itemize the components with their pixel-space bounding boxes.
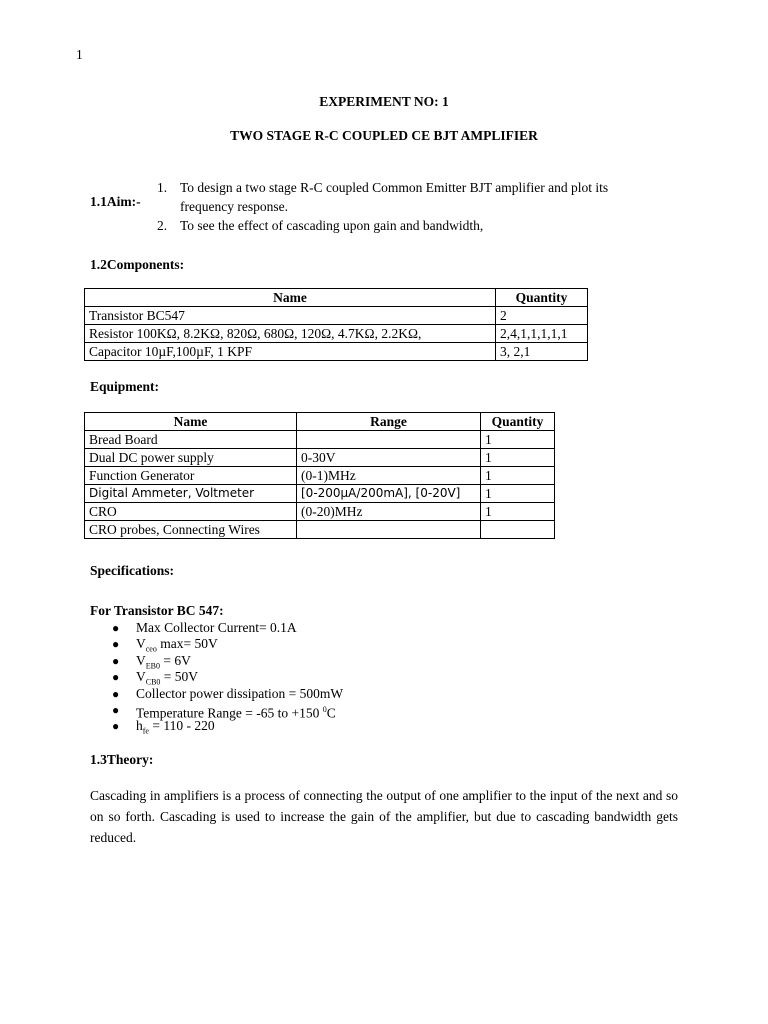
theory-heading: 1.3Theory: [90, 752, 154, 767]
table-cell: (0-1)MHz [297, 467, 481, 485]
table-cell: 1 [481, 467, 555, 485]
aim-item-number: 2. [157, 218, 168, 233]
table-cell: [0-200µA/200mA], [0-20V] [297, 485, 481, 503]
spec-superscript: 0 [322, 704, 327, 714]
table-row [85, 485, 555, 503]
table-row [85, 307, 588, 325]
components-heading: 1.2Components: [90, 257, 185, 272]
table-cell: Bread Board [85, 431, 297, 449]
spec-text: max= 50V [156, 636, 218, 652]
specifications-list [112, 620, 343, 735]
aim-heading: 1.1Aim:- [90, 194, 141, 209]
table-cell: 0-30V [297, 449, 481, 467]
bullet-icon: ● [112, 621, 120, 635]
spec-text: V [136, 636, 146, 652]
page-number: 1 [76, 47, 83, 62]
spec-subscript: EB0 [145, 661, 160, 671]
table-cell: 1 [481, 431, 555, 449]
spec-subscript: fe [142, 727, 149, 737]
spec-text: = 6V [159, 652, 191, 668]
bullet-icon: ● [112, 702, 120, 717]
bullet-icon: ● [112, 719, 120, 734]
table-cell: Dual DC power supply [85, 449, 297, 467]
spec-text: = 110 - 220 [148, 718, 215, 734]
spec-item [112, 686, 343, 702]
table-cell: Digital Ammeter, Voltmeter [85, 485, 297, 503]
column-header: Quantity [496, 289, 588, 307]
aim-item-text: To design a two stage R-C coupled Common Emitter BJT amplifier and plot its frequency response. [180, 180, 609, 214]
table-row [85, 521, 555, 539]
table-row [85, 467, 555, 485]
table-cell: CRO [85, 503, 297, 521]
spec-text: V [136, 669, 146, 685]
components-table [84, 288, 588, 361]
table-row [85, 325, 588, 343]
spec-subscript: ceo [145, 645, 157, 655]
specifications-subheading: For Transistor BC 547: [90, 603, 224, 618]
equipment-heading: Equipment: [90, 379, 160, 394]
spec-item [112, 718, 343, 737]
table-cell: 2,4,1,1,1,1,1 [496, 325, 588, 343]
equipment-table [84, 412, 555, 539]
spec-text: C [326, 705, 336, 721]
aim-item [157, 216, 657, 235]
table-cell: 2 [496, 307, 588, 325]
spec-item [112, 620, 343, 636]
spec-text: = 50V [160, 669, 199, 685]
aim-item-text: To see the effect of cascading upon gain and bandwidth, [180, 218, 484, 233]
table-cell [297, 431, 481, 449]
spec-text: Collector power dissipation = 500mW [136, 685, 344, 701]
table-cell [297, 521, 481, 539]
specifications-heading: Specifications: [90, 563, 174, 578]
bullet-icon: ● [112, 686, 120, 701]
table-row [85, 449, 555, 467]
spec-item [112, 636, 343, 655]
table-row [85, 343, 588, 361]
experiment-title: EXPERIMENT NO: 1 [319, 94, 449, 109]
column-header: Quantity [481, 413, 555, 431]
experiment-subtitle: TWO STAGE R-C COUPLED CE BJT AMPLIFIER [230, 128, 538, 143]
bullet-icon: ● [112, 637, 120, 652]
table-cell: Capacitor 10µF,100µF, 1 KPF [85, 343, 496, 361]
bullet-icon: ● [112, 670, 120, 685]
table-cell [481, 521, 555, 539]
spec-subscript: CB0 [145, 677, 161, 687]
column-header: Name [85, 289, 496, 307]
table-cell: 1 [481, 503, 555, 521]
table-cell: 1 [481, 449, 555, 467]
column-header: Name [85, 413, 297, 431]
table-header-row [85, 289, 588, 307]
table-cell: Resistor 100KΩ, 8.2KΩ, 820Ω, 680Ω, 120Ω, 4.7KΩ, 2.2KΩ, [85, 325, 496, 343]
table-cell: CRO probes, Connecting Wires [85, 521, 297, 539]
aim-item-number: 1. [157, 180, 168, 195]
spec-text: Max Collector Current= 0.1A [136, 620, 297, 635]
spec-text: Temperature Range = -65 to +150 [136, 705, 323, 721]
table-row [85, 431, 555, 449]
table-cell: 3, 2,1 [496, 343, 588, 361]
theory-paragraph: Cascading in amplifiers is a process of connecting the output of one amplifier to the input of the next and so on so forth. Cascading is used to increase the gain of the amplifier, but due to cascading bandwidth gets reduced. [90, 788, 678, 845]
table-cell: Function Generator [85, 467, 297, 485]
column-header: Range [297, 413, 481, 431]
table-header-row [85, 413, 555, 431]
table-row [85, 503, 555, 521]
bullet-icon: ● [112, 653, 120, 668]
aim-list [157, 178, 657, 235]
table-cell: Transistor BC547 [85, 307, 496, 325]
spec-text: h [136, 718, 143, 734]
table-cell: (0-20)MHz [297, 503, 481, 521]
table-cell: 1 [481, 485, 555, 503]
aim-item [157, 178, 657, 216]
spec-item [112, 669, 343, 685]
spec-item [112, 653, 343, 669]
spec-item [112, 702, 343, 721]
spec-text: V [136, 652, 146, 668]
